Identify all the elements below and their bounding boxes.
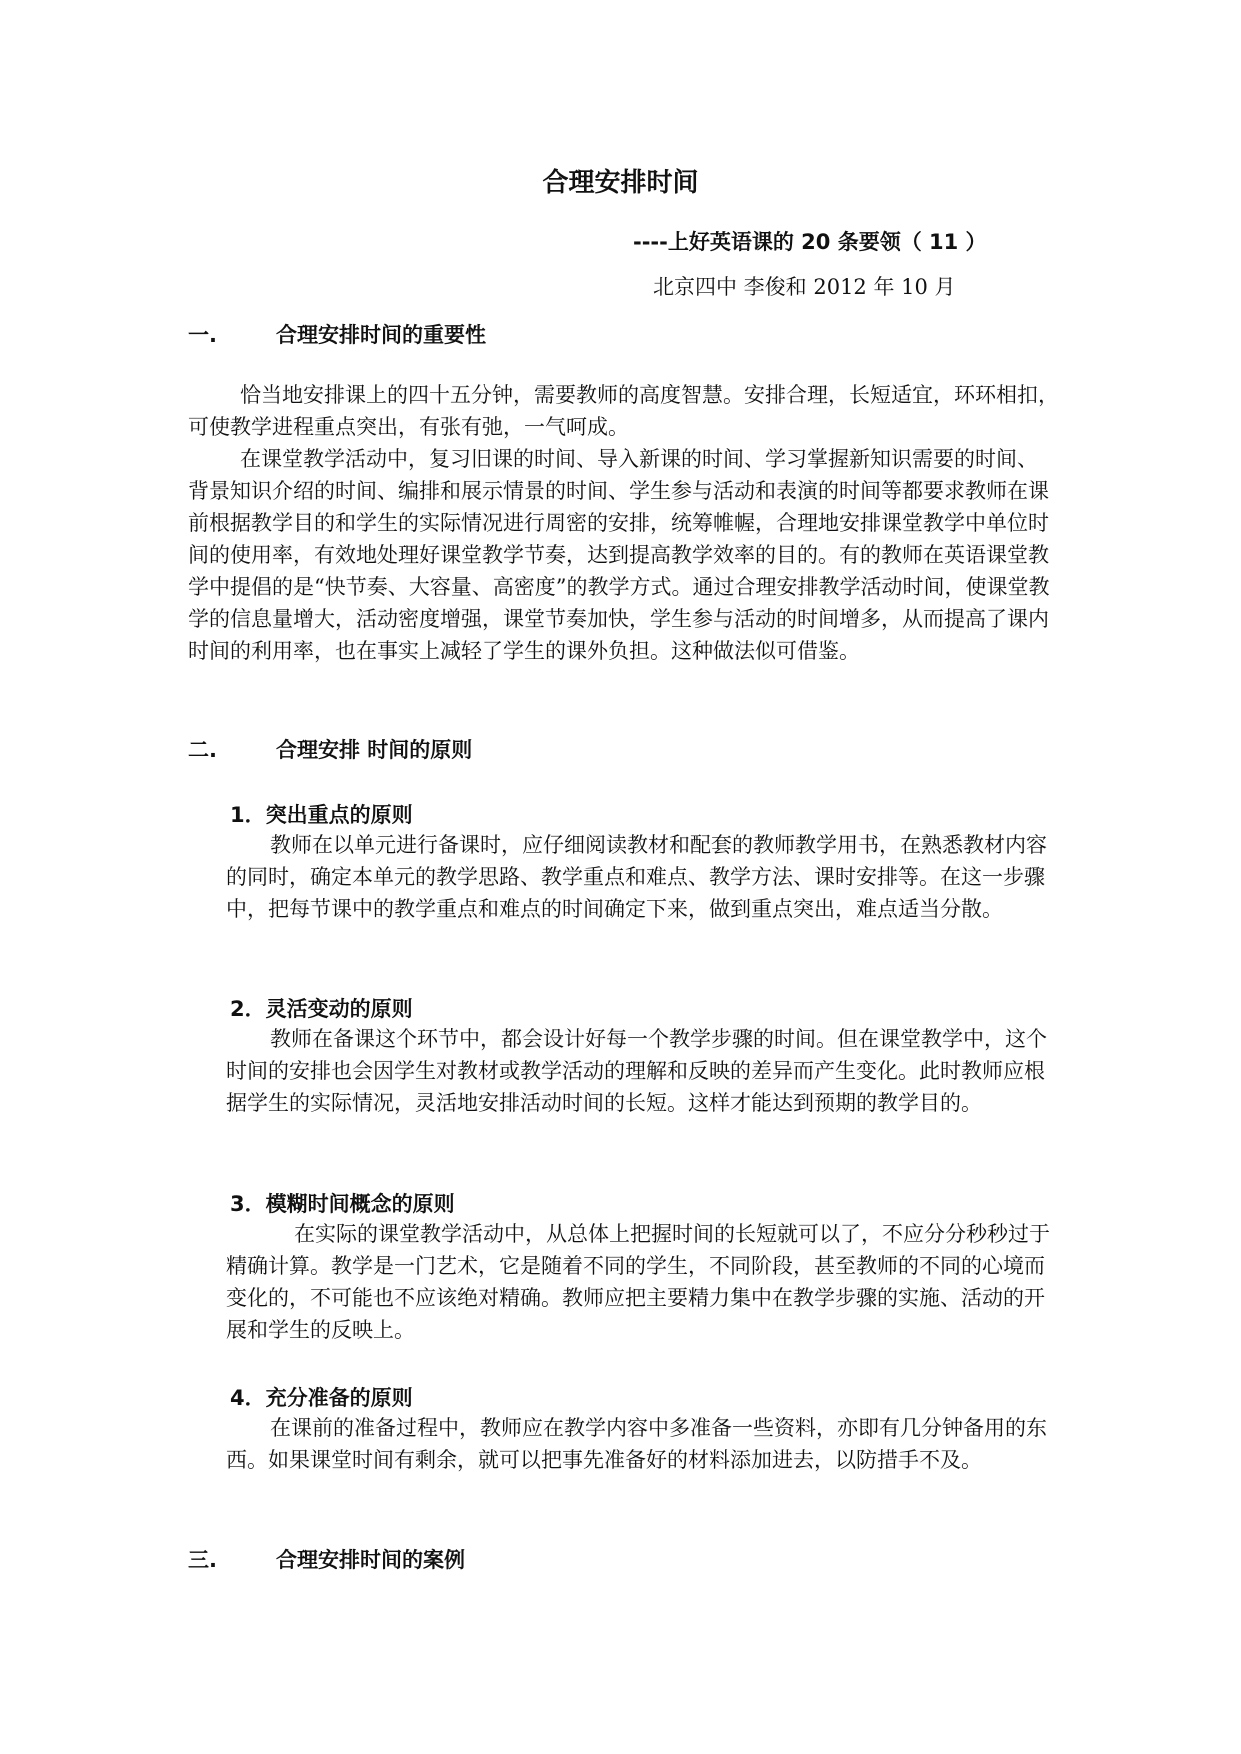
principle-title-4: 4．充分准备的原则 xyxy=(230,1386,413,1410)
paragraph: 恰当地安排课上的四十五分钟，需要教师的高度智慧。安排合理，长短适宜，环环相扣，可使教学进程重点突出，有张有弛，一气呵成。 xyxy=(188,383,1059,439)
principle-text-1: 教师在以单元进行备课时，应仔细阅读教材和配套的教师教学用书，在熟悉教材内容的同时，确定本单元的教学思路、教学重点和难点、教学方法、课时安排等。在这一步骤中，把每节课中的教学重点和难点的时间确定下来，做到重点突出，难点适当分散。 xyxy=(226,833,1047,921)
page-title: 合理安排时间 xyxy=(542,168,699,198)
page-subtitle: ----上好英语课的 20 条要领（ 11 ） xyxy=(633,230,987,254)
section-title: 合理安排 时间的原则 xyxy=(276,738,473,762)
section-title: 合理安排时间的案例 xyxy=(276,1548,465,1572)
principle-text-4: 在课前的准备过程中，教师应在教学内容中多准备一些资料，亦即有几分钟备用的东西。如果课堂时间有剩余，就可以把事先准备好的材料添加进去，以防措手不及。 xyxy=(226,1416,1047,1472)
principle-title-2: 2．灵活变动的原则 xyxy=(230,997,413,1021)
principle-text-3: 在实际的课堂教学活动中，从总体上把握时间的长短就可以了，不应分分秒秒过于精确计算。教学是一门艺术，它是随着不同的学生，不同阶段，甚至教师的不同的心境而变化的，不可能也不应该绝对精确。教师应把主要精力集中在教学步骤的实施、活动的开展和学生的反映上。 xyxy=(226,1222,1050,1342)
section-title: 合理安排时间的重要性 xyxy=(276,323,486,347)
section-number: 一. xyxy=(188,323,217,347)
principle-title-1: 1．突出重点的原则 xyxy=(230,803,413,827)
principle-text-2: 教师在备课这个环节中，都会设计好每一个教学步骤的时间。但在课堂教学中，这个时间的安排也会因学生对教材或教学活动的理解和反映的差异而产生变化。此时教师应根据学生的实际情况，灵活地安排活动时间的长短。这样才能达到预期的教学目的。 xyxy=(226,1027,1047,1115)
author-line: 北京四中 李俊和 2012 年 10 月 xyxy=(653,275,956,299)
section-heading-1 xyxy=(188,319,486,349)
paragraph: 在课堂教学活动中，复习旧课的时间、导入新课的时间、学习掌握新知识需要的时间、背景知识介绍的时间、编排和展示情景的时间、学生参与活动和表演的时间等都要求教师在课前根据教学目的和学生的实际情况进行周密的安排，统筹帷幄，合理地安排课堂教学中单位时间的使用率，有效地处理好课堂教学节奏，达到提高教学效率的目的。有的教师在英语课堂教学中提倡的是“快节奏、大容量、高密度”的教学方式。通过合理安排教学活动时间，使课堂教学的信息量增大，活动密度增强，课堂节奏加快，学生参与活动的时间增多，从而提高了课内时间的利用率，也在事实上减轻了学生的课外负担。这种做法似可借鉴。 xyxy=(188,447,1050,663)
section-number: 三. xyxy=(188,1548,217,1572)
principle-title-3: 3．模糊时间概念的原则 xyxy=(230,1192,455,1216)
section-heading-2 xyxy=(188,734,472,764)
section-number: 二. xyxy=(188,738,217,762)
section-heading-3 xyxy=(188,1544,465,1574)
